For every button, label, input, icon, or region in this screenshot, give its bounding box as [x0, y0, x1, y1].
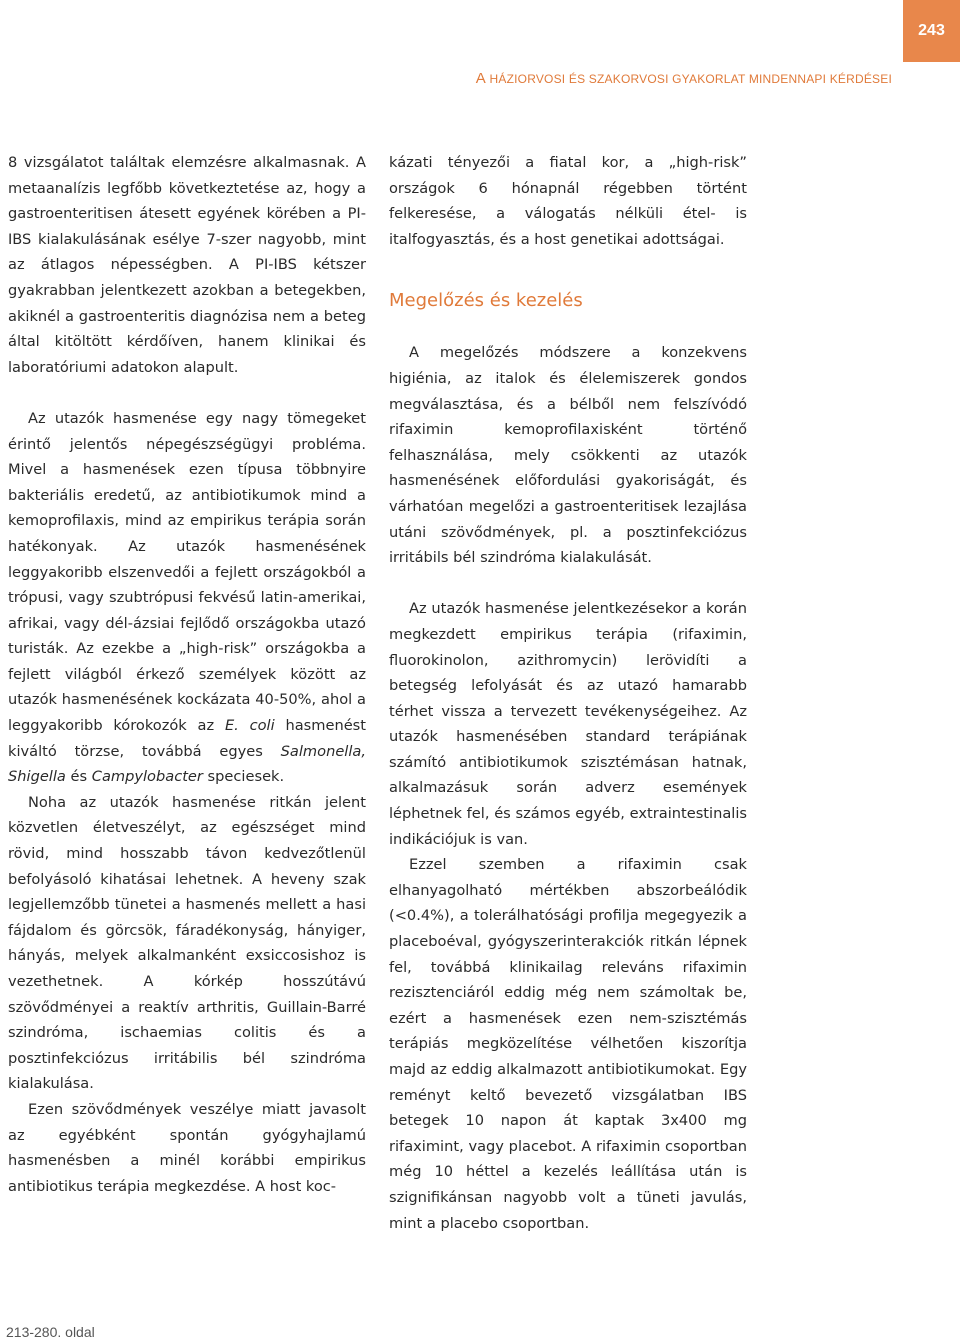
page-number: 243 — [918, 22, 945, 39]
running-header-text: HÁZIORVOSI ÉS SZAKORVOSI GYAKORLAT MINDENNAPI KÉRDÉSEI — [486, 72, 892, 86]
ecoli-term: E. coli — [224, 717, 275, 735]
left-paragraph-2-text-c: és — [65, 768, 92, 786]
salmonella-term: Salmonella, Shigella — [8, 742, 366, 786]
left-paragraph-2-text-b: hasmenést kiváltó törzse, továbbá egyes — [8, 717, 366, 760]
right-paragraph-2: A megelőzés módszere a konzekvens higiénia, az italok és élelemiszerek gondos megválasztása, és a bélből nem felszívódó rifaximin kemoprofilaxisként történő felhasználása, mely csökkenti az utazók hasmenésének előfordulási gyakoriságát, és várhatóan megelőzi a gastroenteritisek lezajlása utáni szövődmények, pl. a posztinfekciózus irritábils bél szindróma kialakulását. — [389, 344, 747, 567]
left-paragraph-2-text-d: speciesek. — [202, 768, 285, 786]
left-paragraph-3: Noha az utazók hasmenése ritkán jelent közvetlen életveszélyt, az egészséget mind rövid, mind hosszabb távon kedvezőtlenül befolyásoló kihatásai lehetnek. A heveny szak legjellemzőbb tünetei a hasmenés mellett a hasi fájdalom és görcsök, fáradékonyság, hányiger, hányás, melyek alkalmanként exsiccosishoz is vezethetnek. A kórkép hosszútávú szövődményei a reaktív arthritis, Guillain-Barré szindróma, ischaemias colitis és a posztinfekciózus irritábilis bél szindróma kialakulása. — [8, 793, 366, 1093]
right-paragraph-3: Az utazók hasmenése jelentkezésekor a korán megkezdett empirikus terápia (rifaximin, fluorokinolon, azithromycin) lerövidíti a betegség lefolyását és az utazó hamarabb térhet vissza a tervezett tevékenységeihez. Az utazók hasmenésében standard terápiának számító antibiotikumok szisztémásan hatnak, alkalmazásuk során adverz események léphetnek fel, és számos egyéb, extraintestinalis indikációjuk is van. — [389, 600, 747, 848]
right-column — [389, 150, 747, 1236]
right-paragraph-4: Ezzel szemben a rifaximin csak elhanyagolható mértékben abszorbeálódik (<0.4%), a tolerálhatósági profilja megegyezik a placeboéval, gyógyszerinterakciók ritkán lépnek fel, továbbá klinikailag releváns rifaximin rezisztenciáról eddig még nem számoltak be, ezért a hasmenések ezen nem-szisztémás terápiás megközelítése vélhetően kiszorítja majd az eddig alkalmazott antibiotikumokat. Egy reményt keltő bevezető vizsgálatban IBS betegek 10 napon át kaptak 3x400 mg rifaximint, vagy placebot. A rifaximin csoportban még 10 héttel a kezelés leállítása után is szignifikánsan nagyobb volt a tüneti javulás, mint a placebo csoportban. — [389, 856, 747, 1232]
page-number-badge — [903, 0, 960, 62]
running-header-initial: A — [475, 70, 486, 87]
left-column — [8, 150, 366, 1199]
section-heading: Megelőzés és kezelés — [389, 290, 583, 312]
left-paragraph-2 — [8, 406, 366, 790]
campylobacter-term: Campylobacter — [91, 768, 203, 786]
running-header — [476, 70, 892, 87]
left-paragraph-2-text-a: Az utazók hasmenése egy nagy tömegeket érintő jelentős népegészségügyi probléma. Mivel a hasmenések ezen típusa többnyire bakteriális eredetű, az antibiotikumok mind a kemoprofilaxis, mind az empirikus terápia során hatékonyak. Az utazók hasmenésének leggyakoribb elszenvedői a fejlett országokból a trópusi, vagy szubtrópusi fekvésű latin-amerikai, afrikai, vagy dél-ázsiai fejlődő országokba utazó turisták. Az ezekbe a „high-risk” országokba a fejlett világból érkező személyek között az utazók hasmenésének kockázata 40-50%, ahol a leggyakoribb kórokozók az — [8, 409, 366, 735]
page-reference: 213-280. oldal — [6, 1324, 95, 1340]
right-paragraph-1: kázati tényezői a fiatal kor, a „high-risk” országok 6 hónapnál régebben történt felkeresése, a válogatás nélküli étel- is italfogyasztás, és a host genetikai adottságai. — [389, 154, 747, 248]
left-paragraph-4: Ezen szövődmények veszélye miatt javasolt az egyébként spontán gyógyhajlamú hasmenésben a minél korábbi empirikus antibiotikus terápia megkezdése. A host koc- — [8, 1100, 366, 1195]
left-paragraph-1: 8 vizsgálatot találtak elemzésre alkalmasnak. A metaanalízis legfőbb következtetése az, hogy a gastroenteritisen átesett egyének körében a PI-IBS kialakulásának esélye 7-szer nagyobb, mint az átlagos népességben. A PI-IBS kétszer gyakrabban jelentkezett azokban a betegekben, akiknél a gastroenteritis diagnózisa nem a beteg által kitöltött kérdőíven, hanem klinikai és laboratóriumi adatokon alapult. — [8, 154, 366, 376]
